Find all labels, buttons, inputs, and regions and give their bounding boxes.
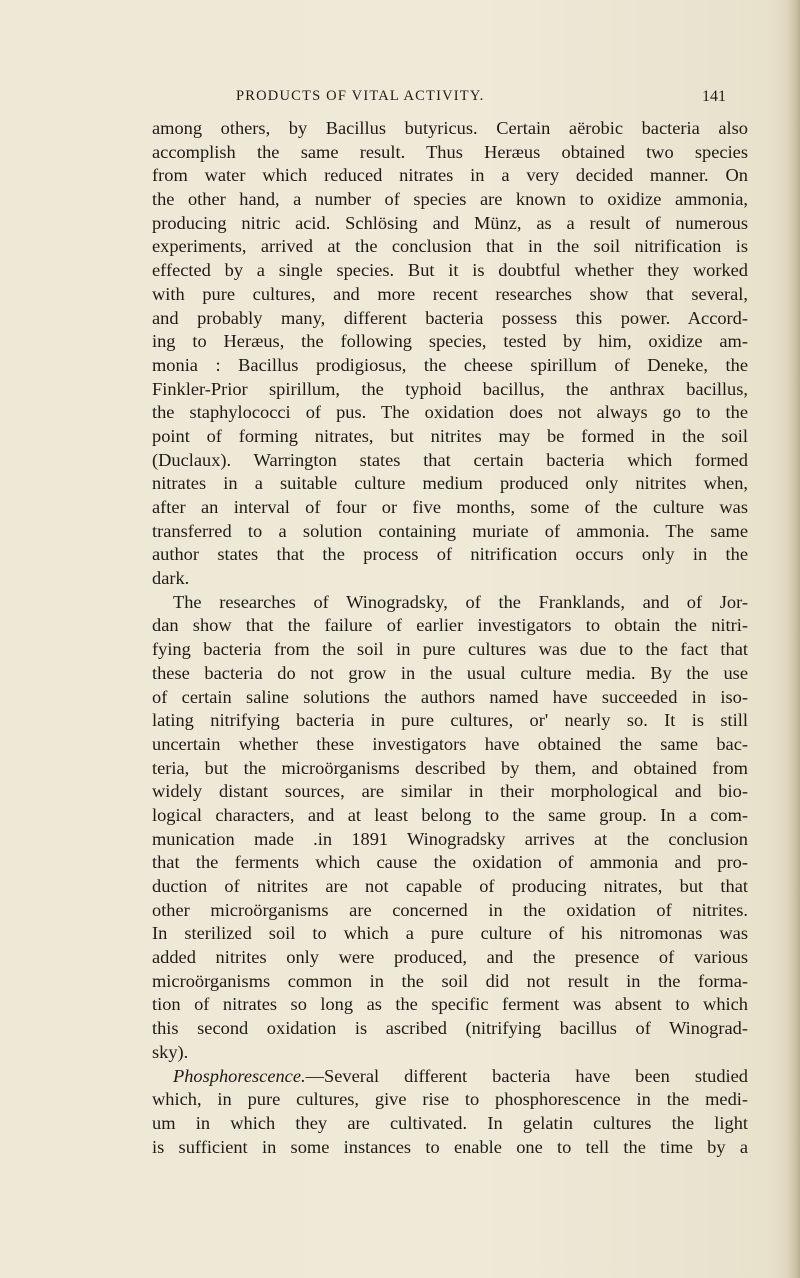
- text-line: munication made .in 1891 Winogradsky arrives at the conclusion: [152, 828, 748, 849]
- text-line: with pure cultures, and more recent researches show that several,: [152, 283, 748, 304]
- text-line: author states that the process of nitrification occurs only in the: [152, 544, 748, 565]
- text-line: point of forming nitrates, but nitrites may be formed in the soil: [152, 425, 748, 446]
- page-edge-shadow: [786, 0, 800, 1278]
- section-heading: Phosphorescence.: [173, 1065, 306, 1086]
- body-text: [152, 117, 748, 1159]
- text-line: effected by a single species. But it is doubtful whether they worked: [152, 260, 748, 281]
- text-line: experiments, arrived at the conclusion that in the soil nitrification is: [152, 236, 748, 257]
- text-line: other microörganisms are concerned in the oxidation of nitrites.: [152, 899, 748, 920]
- section-line: [152, 1065, 748, 1089]
- page-header: [0, 88, 800, 112]
- text-line: monia : Bacillus prodigiosus, the cheese spirillum of Deneke, the: [152, 354, 748, 375]
- text-line: which, in pure cultures, give rise to phosphorescence in the medi-: [152, 1089, 748, 1110]
- text-line: fying bacteria from the soil in pure cultures was due to the fact that: [152, 639, 748, 660]
- text-line: that the ferments which cause the oxidation of ammonia and pro-: [152, 852, 748, 873]
- text-line: dan show that the failure of earlier investigators to obtain the nitri-: [152, 615, 748, 636]
- text-line: sky).: [152, 1041, 189, 1062]
- text-line: duction of nitrites are not capable of producing nitrates, but that: [152, 876, 748, 896]
- text-line: logical characters, and at least belong to the same group. In a com-: [152, 804, 748, 825]
- text-line: ing to Heræus, the following species, tested by him, oxidize am-: [152, 331, 748, 352]
- text-line: (Duclaux). Warrington states that certain bacteria which formed: [152, 449, 748, 470]
- text-line: and probably many, different bacteria possess this power. Accord-: [152, 307, 748, 328]
- text-line: dark.: [152, 568, 190, 589]
- text-line: these bacteria do not grow in the usual culture media. By the use: [152, 662, 748, 683]
- text-line: the staphylococci of pus. The oxidation does not always go to the: [152, 402, 748, 423]
- text-line: Finkler-Prior spirillum, the typhoid bacillus, the anthrax bacillus,: [152, 378, 748, 399]
- text-line: producing nitric acid. Schlösing and Münz, as a result of numerous: [152, 212, 748, 233]
- text-line: of certain saline solutions the authors named have succeeded in iso-: [152, 686, 748, 707]
- text-line: is sufficient in some instances to enable one to tell the time by a: [152, 1136, 748, 1157]
- text-line: um in which they are cultivated. In gelatin cultures the light: [152, 1112, 748, 1133]
- section-line-text: —Several different bacteria have been studied: [305, 1065, 748, 1086]
- text-line: teria, but the microörganisms described by them, and obtained from: [152, 757, 748, 778]
- text-line: among others, by Bacillus butyricus. Certain aërobic bacteria also: [152, 118, 748, 138]
- text-line: this second oxidation is ascribed (nitrifying bacillus of Winograd-: [152, 1018, 748, 1039]
- text-line: nitrates in a suitable culture medium produced only nitrites when,: [152, 473, 748, 494]
- text-line: In sterilized soil to which a pure culture of his nitromonas was: [152, 923, 748, 944]
- text-line: after an interval of four or five months, some of the culture was: [152, 497, 748, 517]
- page-number: 141: [702, 88, 726, 105]
- text-line: tion of nitrates so long as the specific ferment was absent to which: [152, 994, 748, 1015]
- text-line: transferred to a solution containing muriate of ammonia. The same: [152, 520, 748, 541]
- text-line: from water which reduced nitrates in a very decided manner. On: [152, 165, 748, 186]
- running-head: PRODUCTS OF VITAL ACTIVITY.: [236, 88, 485, 104]
- text-line: microörganisms common in the soil did not result in the forma-: [152, 970, 748, 991]
- text-line: lating nitrifying bacteria in pure cultures, or' nearly so. It is still: [152, 710, 748, 731]
- text-line: the other hand, a number of species are known to oxidize ammonia,: [152, 189, 748, 210]
- text-line: The researches of Winogradsky, of the Franklands, and of Jor-: [173, 591, 748, 612]
- text-line: uncertain whether these investigators have obtained the same bac-: [152, 733, 748, 754]
- text-line: added nitrites only were produced, and the presence of various: [152, 947, 748, 968]
- text-line: accomplish the same result. Thus Heræus obtained two species: [152, 141, 748, 162]
- text-line: widely distant sources, are similar in their morphological and bio-: [152, 781, 748, 802]
